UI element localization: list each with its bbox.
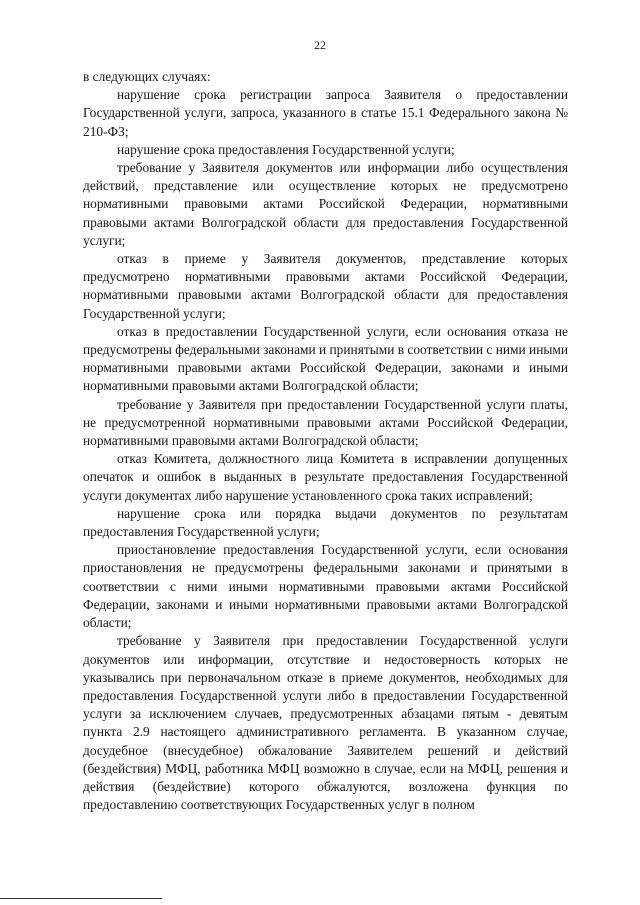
paragraph: отказ в приеме у Заявителя документов, представление которых предусмотрено нормативными правовыми актами Российской Федерации, нормативными правовыми актами Волгоградской области для предоставления Государственной услуги;	[83, 251, 568, 321]
paragraph: нарушение срока предоставления Государственной услуги;	[117, 141, 455, 157]
body-text	[83, 68, 568, 814]
paragraph: нарушение срока или порядка выдачи документов по результатам предоставления Государственной услуги;	[83, 505, 568, 540]
paragraph: требование у Заявителя при предоставлении Государственной услуги документов или информации, отсутствие и недостоверность которых не указывались при первоначальном отказе в приеме документов, необходимых для предоставления Государственной услуги либо в предоставлении Государственной услуги за исключением случаев, предусмотренных абзацами пятым - девятым пункта 2.9 настоящего административного регламента. В указанном случае, досудебное (внесудебное) обжалование Заявителем решений и действий (бездействия) МФЦ, работника МФЦ возможно в случае, если на МФЦ, решения и действия (бездействие) которого обжалуются, возложена функция по предоставлению соответствующих Государственных услуг в полном	[83, 633, 568, 813]
paragraph: отказ Комитета, должностного лица Комитета в исправлении допущенных опечаток и ошибок в выданных в результате предоставления Государственной услуги документах либо нарушение установленного срока таких исправлений;	[83, 451, 568, 503]
paragraph: требование у Заявителя при предоставлении Государственной услуги платы, не предусмотренной нормативными правовыми актами Российской Федерации, нормативными правовыми актами Волгоградской области;	[83, 396, 568, 449]
paragraph: отказ в предоставлении Государственной услуги, если основания отказа не предусмотрены федеральными законами и принятыми в соответствии с ними иными нормативными правовыми актами Российской Федерации, законами и иными нормативными правовыми актами Волгоградской области;	[83, 323, 568, 394]
paragraph: требование у Заявителя документов или информации либо осуществления действий, представление или осуществление которых не предусмотрено нормативными правовыми актами Российской Федерации, нормативными правовыми актами Волгоградской области для предоставления Государственной услуги;	[83, 160, 568, 248]
paragraph: приостановление предоставления Государственной услуги, если основания приостановления не предусмотрены федеральными законами и принятыми в соответствии с ними иными нормативными правовыми актами Российской Федерации, законами и иными нормативными правовыми актами Волгоградской области;	[83, 542, 568, 631]
footnote-separator	[0, 898, 162, 899]
paragraph: нарушение срока регистрации запроса Заявителя о предоставлении Государственной услуги, запроса, указанного в статье 15.1 Федерального закона № 210-ФЗ;	[83, 87, 568, 139]
paragraph: в следующих случаях:	[83, 69, 211, 84]
page-number: 22	[314, 38, 326, 52]
